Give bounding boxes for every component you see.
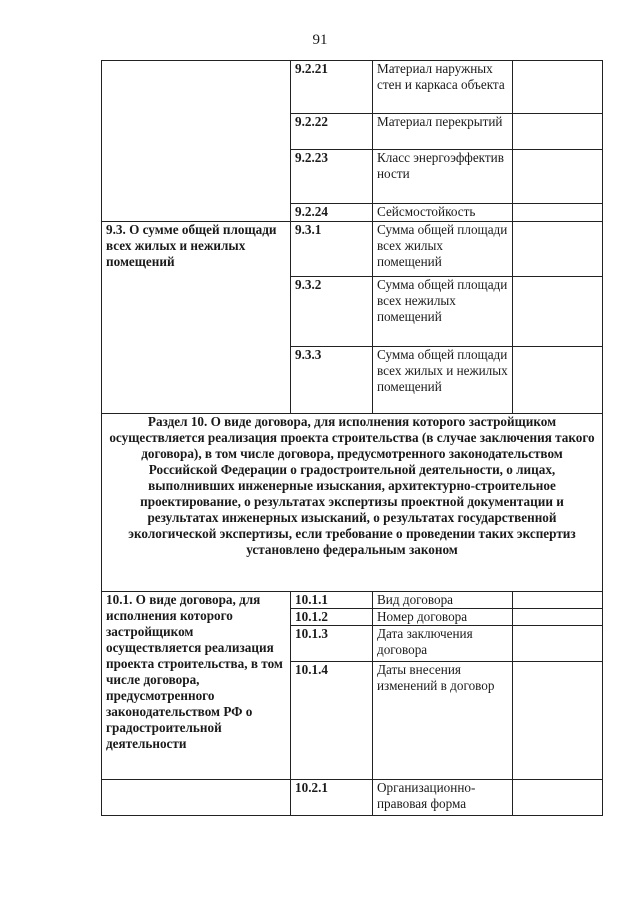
row-code: 9.2.21 bbox=[291, 61, 373, 114]
row-code: 10.1.4 bbox=[291, 662, 373, 780]
value-cell bbox=[513, 592, 603, 609]
row-label: Сумма общей площади всех жилых помещений bbox=[373, 222, 513, 277]
value-cell bbox=[513, 114, 603, 150]
row-code: 10.2.1 bbox=[291, 780, 373, 816]
value-cell bbox=[513, 277, 603, 347]
row-code: 9.2.24 bbox=[291, 204, 373, 222]
row-code: 10.1.3 bbox=[291, 626, 373, 662]
value-cell bbox=[513, 204, 603, 222]
row-label: Материал наружных стен и каркаса объекта bbox=[373, 61, 513, 114]
group-10-1-heading: 10.1. О виде договора, для исполнения которого застройщиком осуществляется реализация проекта строительства, в том числе договора, предусмотренного законодательством РФ о градостроительной деятельности bbox=[102, 592, 291, 780]
group-9-3-heading: 9.3. О сумме общей площади всех жилых и нежилых помещений bbox=[102, 222, 291, 414]
row-code: 9.3.1 bbox=[291, 222, 373, 277]
row-code: 9.2.22 bbox=[291, 114, 373, 150]
table-row bbox=[102, 61, 603, 114]
row-label: Материал перекрытий bbox=[373, 114, 513, 150]
row-label: Класс энергоэффектив ности bbox=[373, 150, 513, 204]
value-cell bbox=[513, 780, 603, 816]
value-cell bbox=[513, 222, 603, 277]
row-label: Сумма общей площади всех жилых и нежилых помещений bbox=[373, 347, 513, 414]
value-cell bbox=[513, 61, 603, 114]
row-label: Организационно-правовая форма bbox=[373, 780, 513, 816]
row-label: Номер договора bbox=[373, 609, 513, 626]
row-label: Дата заключения договора bbox=[373, 626, 513, 662]
value-cell bbox=[513, 626, 603, 662]
table-row bbox=[102, 222, 603, 277]
row-label: Даты внесения изменений в договор bbox=[373, 662, 513, 780]
row-code: 9.2.23 bbox=[291, 150, 373, 204]
table-row bbox=[102, 780, 603, 816]
section-10-row bbox=[102, 414, 603, 592]
row-label: Вид договора bbox=[373, 592, 513, 609]
disclosure-table bbox=[101, 60, 603, 816]
group-10-2-heading-cell bbox=[102, 780, 291, 816]
row-label: Сумма общей площади всех нежилых помещений bbox=[373, 277, 513, 347]
value-cell bbox=[513, 609, 603, 626]
group-9-2-heading-cell bbox=[102, 61, 291, 222]
value-cell bbox=[513, 347, 603, 414]
value-cell bbox=[513, 150, 603, 204]
value-cell bbox=[513, 662, 603, 780]
row-label: Сейсмостойкость bbox=[373, 204, 513, 222]
page-number: 91 bbox=[312, 32, 328, 48]
row-code: 9.3.3 bbox=[291, 347, 373, 414]
section-10-title: Раздел 10. О виде договора, для исполнения которого застройщиком осуществляется реализация проекта строительства (в случае заключения такого договора), в том числе договора, предусмотренного законодательством Российской Федерации о градостроительной деятельности, о лицах, выполнивших инженерные изыскания, архитектурно-строительное проектирование, о результатах экспертизы проектной документации и результатах инженерных изысканий, о результатах государственной экологической экспертизы, если требование о проведении таких экспертиз установлено федеральным законом bbox=[102, 414, 603, 592]
table-row bbox=[102, 592, 603, 609]
row-code: 10.1.2 bbox=[291, 609, 373, 626]
row-code: 10.1.1 bbox=[291, 592, 373, 609]
row-code: 9.3.2 bbox=[291, 277, 373, 347]
